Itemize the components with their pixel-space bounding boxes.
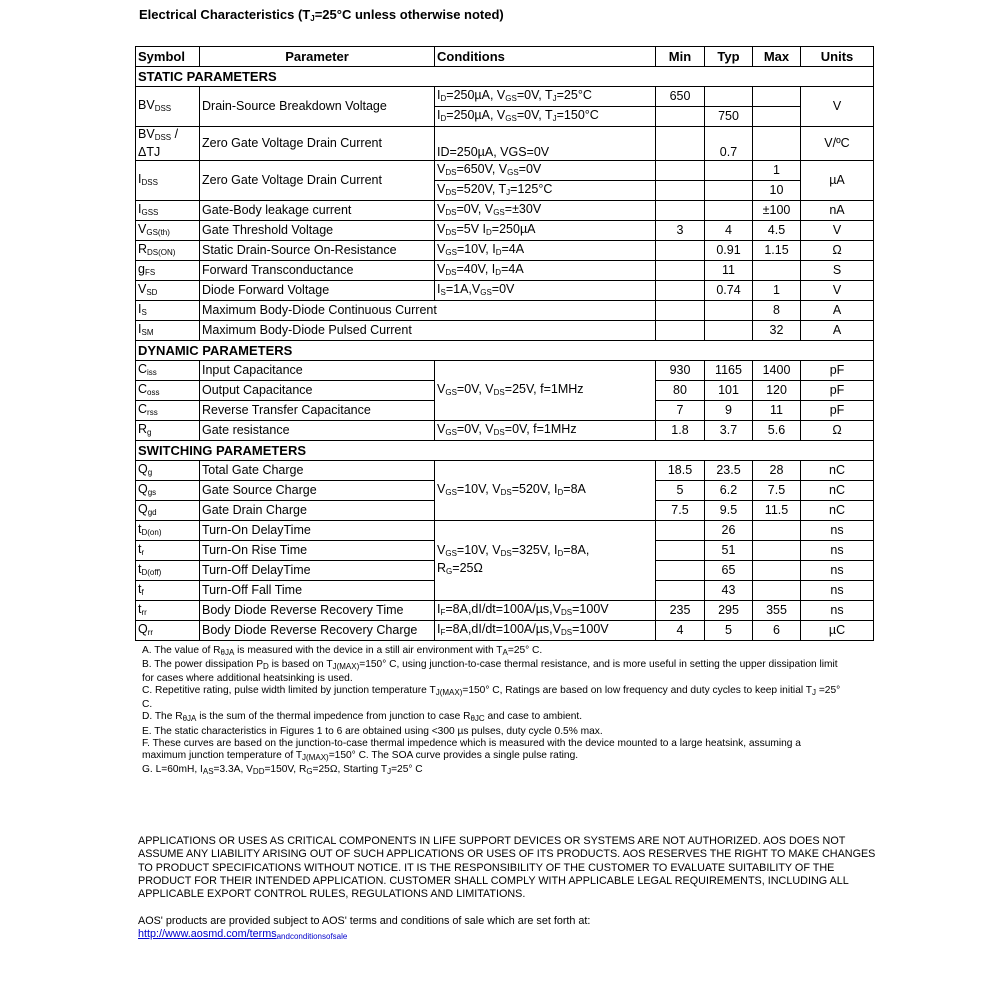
symbol-cell: $Q_{rr}$	[136, 621, 200, 641]
header-parameter: Parameter	[200, 47, 435, 67]
max-cell: 11	[753, 401, 801, 421]
max-cell: 1.15	[753, 241, 801, 261]
condition-cell: $V_{DS}=5V$ $I_D=250\mu A$	[435, 221, 656, 241]
condition-line: $V_{GS}=10V$, $V_{DS}=325V$, $I_D=8A$,	[437, 542, 590, 558]
condition-cell: $V_{DS}=650V$, $V_{GS}=0V$	[435, 161, 656, 181]
footnotes	[142, 645, 842, 778]
max-cell: 8	[753, 301, 801, 321]
parameter-cell: Body Diode Reverse Recovery Time	[200, 601, 435, 621]
parameter-cell: Output Capacitance	[200, 381, 435, 401]
parameter-cell: Static Drain-Source On-Resistance	[200, 241, 435, 261]
typ-cell: 750	[705, 107, 753, 127]
units-cell: Ω	[801, 421, 874, 441]
typ-cell: 65	[705, 561, 753, 581]
typ-cell: 0.7	[705, 127, 753, 161]
units-cell: V	[801, 281, 874, 301]
units-cell: µC	[801, 621, 874, 641]
parameter-cell: Gate Drain Charge	[200, 501, 435, 521]
condition-cell: $V_{GS}=10V$, $I_D=4A$	[435, 241, 656, 261]
units-cell: A	[801, 301, 874, 321]
condition-cell: $I_D=250\mu A$, $V_{GS}=0V$, $T_J=25^\circ C$	[435, 87, 656, 107]
table-row	[136, 601, 874, 621]
symbol-cell: $BV_{DSS}$ /ΔTJ	[136, 127, 200, 161]
parameter-cell: Turn-On DelayTime	[200, 521, 435, 541]
table-row	[136, 161, 874, 181]
max-cell: 32	[753, 321, 801, 341]
condition-cell: ID=250µA, VGS=0V	[435, 127, 656, 161]
header-min: Min	[656, 47, 705, 67]
min-cell: 7	[656, 401, 705, 421]
symbol-cell: $R_{DS(ON)}$	[136, 241, 200, 261]
note-b: B. The power dissipation $P_D$ is based on $T_{J(MAX)}=150^\circ$ C, using junction-to-case thermal resistance, and is more useful in setting the upper dissipation limit for cases where additional heatsinking is used.	[142, 659, 838, 685]
condition-cell: $V_{GS}=0V$, $V_{DS}=0V$, f=1MHz	[435, 421, 656, 441]
typ-cell: 6.2	[705, 481, 753, 501]
header-typ: Typ	[705, 47, 753, 67]
condition-cell: $I_S=1A,V_{GS}=0V$	[435, 281, 656, 301]
table-row	[136, 281, 874, 301]
table-row	[136, 201, 874, 221]
parameter-cell: Diode Forward Voltage	[200, 281, 435, 301]
section-switching: SWITCHING PARAMETERS	[136, 441, 874, 461]
typ-cell: 26	[705, 521, 753, 541]
units-cell: nC	[801, 481, 874, 501]
max-cell: 355	[753, 601, 801, 621]
typ-cell: 43	[705, 581, 753, 601]
typ-cell: 0.74	[705, 281, 753, 301]
units-cell: ns	[801, 601, 874, 621]
section-dynamic: DYNAMIC PARAMETERS	[136, 341, 874, 361]
table-row	[136, 87, 874, 107]
table-row	[136, 361, 874, 381]
symbol-cell: $R_g$	[136, 421, 200, 441]
symbol-cell: $I_{SM}$	[136, 321, 200, 341]
electrical-characteristics-table	[135, 46, 874, 641]
max-cell: 11.5	[753, 501, 801, 521]
units-cell: pF	[801, 401, 874, 421]
header-units: Units	[801, 47, 874, 67]
header-max: Max	[753, 47, 801, 67]
parameter-cell: Input Capacitance	[200, 361, 435, 381]
parameter-cell: Reverse Transfer Capacitance	[200, 401, 435, 421]
condition-cell: $I_F=8A,dI/dt=100A/\mu s,V_{DS}=100V$	[435, 601, 656, 621]
parameter-cell: Maximum Body-Diode Pulsed Current	[200, 321, 656, 341]
table-row	[136, 621, 874, 641]
condition-cell: $V_{DS}=520V$, $T_J=125^\circ C$	[435, 181, 656, 201]
units-cell: nC	[801, 501, 874, 521]
parameter-cell: Turn-Off DelayTime	[200, 561, 435, 581]
typ-cell: 23.5	[705, 461, 753, 481]
symbol-cell: $t_{rr}$	[136, 601, 200, 621]
table-row	[136, 521, 874, 541]
typ-cell: 1165	[705, 361, 753, 381]
note-c: C. Repetitive rating, pulse width limited by junction temperature $T_{J(MAX)}=150^\circ$ C, Ratings are based on low frequency and duty cycles to keep initial $T_J =25^\circ$ C.	[142, 685, 841, 711]
typ-cell: 51	[705, 541, 753, 561]
header-symbol: Symbol	[136, 47, 200, 67]
symbol-cell: $BV_{DSS}$	[136, 87, 200, 127]
table-header-row	[136, 47, 874, 67]
min-cell: 4	[656, 621, 705, 641]
condition-cell: $V_{GS}=10V$, $V_{DS}=520V$, $I_D=8A$	[435, 461, 656, 521]
parameter-cell: Total Gate Charge	[200, 461, 435, 481]
table-row	[136, 241, 874, 261]
table-row	[136, 261, 874, 281]
units-cell: pF	[801, 381, 874, 401]
max-cell: 120	[753, 381, 801, 401]
parameter-cell: Zero Gate Voltage Drain Current	[200, 127, 435, 161]
max-cell: 10	[753, 181, 801, 201]
header-conditions: Conditions	[435, 47, 656, 67]
max-cell: 1	[753, 281, 801, 301]
min-cell: 18.5	[656, 461, 705, 481]
condition-cell: $I_F=8A,dI/dt=100A/\mu s,V_{DS}=100V$	[435, 621, 656, 641]
units-cell: V/ºC	[801, 127, 874, 161]
symbol-cell: $C_{oss}$	[136, 381, 200, 401]
typ-cell: 3.7	[705, 421, 753, 441]
max-cell: 7.5	[753, 481, 801, 501]
table-row	[136, 321, 874, 341]
max-cell: 6	[753, 621, 801, 641]
condition-cell: $V_{DS}=0V$, $V_{GS}=\pm 30V$	[435, 201, 656, 221]
note-g: G. L=60mH, $I_{AS}=3.3A$, $V_{DD}=150V$, $R_G=25\Omega$, Starting $T_J=25^\circ$ C	[142, 763, 423, 776]
typ-cell: 11	[705, 261, 753, 281]
max-cell: 4.5	[753, 221, 801, 241]
symbol-cell: $Q_{gs}$	[136, 481, 200, 501]
min-cell: 650	[656, 87, 705, 107]
parameter-cell: Turn-Off Fall Time	[200, 581, 435, 601]
symbol-cell: $t_{D(off)}$	[136, 561, 200, 581]
parameter-cell: Zero Gate Voltage Drain Current	[200, 161, 435, 201]
max-cell: 28	[753, 461, 801, 481]
terms-text: AOS' products are provided subject to AOS' terms and conditions of sale which are set forth at:	[138, 915, 591, 927]
table-row	[136, 127, 874, 161]
symbol-cell: $C_{iss}$	[136, 361, 200, 381]
symbol-cell: $V_{SD}$	[136, 281, 200, 301]
max-cell: 1	[753, 161, 801, 181]
parameter-cell: Forward Transconductance	[200, 261, 435, 281]
symbol-cell: $Q_{gd}$	[136, 501, 200, 521]
units-cell: Ω	[801, 241, 874, 261]
condition-cell	[435, 521, 656, 601]
symbol-cell: $C_{rss}$	[136, 401, 200, 421]
table-row	[136, 461, 874, 481]
units-cell: V	[801, 87, 874, 127]
min-cell: 1.8	[656, 421, 705, 441]
condition-line: $R_G=25\Omega$	[437, 560, 483, 576]
symbol-cell: $I_{DSS}$	[136, 161, 200, 201]
symbol-cell: $t_{D(on)}$	[136, 521, 200, 541]
parameter-cell: Body Diode Reverse Recovery Charge	[200, 621, 435, 641]
min-cell: 7.5	[656, 501, 705, 521]
typ-cell: 295	[705, 601, 753, 621]
terms-block	[138, 915, 590, 944]
note-f: F. These curves are based on the junction-to-case thermal impedence which is measured with the device mounted to a large heatsink, assuming a maximum junction temperature of $T_{J(MAX)}=150^\circ$ C. The SOA curve provides a single pulse rating.	[142, 737, 801, 762]
typ-cell: 9.5	[705, 501, 753, 521]
symbol-cell: $I_S$	[136, 301, 200, 321]
max-cell: ±100	[753, 201, 801, 221]
units-cell: S	[801, 261, 874, 281]
table-row	[136, 421, 874, 441]
legal-disclaimer: APPLICATIONS OR USES AS CRITICAL COMPONENTS IN LIFE SUPPORT DEVICES OR SYSTEMS ARE NOT AUTHORIZED. AOS DOES NOT ASSUME ANY LIABILITY ARISING OUT OF SUCH APPLICATIONS OR USES OF ITS PRODUCTS. AOS RESERVES THE RIGHT TO MAKE CHANGES TO PRODUCT SPECIFICATIONS WITHOUT NOTICE. IT IS THE RESPONSIBILITY OF THE CUSTOMER TO EVALUATE SUITABILITY OF THE PRODUCT FOR THEIR INTENDED APPLICATION. CUSTOMER SHALL COMPLY WITH APPLICABLE LEGAL REQUIREMENTS, INCLUDING ALL APPLICABLE EXPORT CONTROL RULES, REGULATIONS AND LIMITATIONS.	[138, 835, 876, 901]
parameter-cell: Gate-Body leakage current	[200, 201, 435, 221]
typ-cell: 9	[705, 401, 753, 421]
typ-cell: 4	[705, 221, 753, 241]
parameter-cell: Maximum Body-Diode Continuous Current	[200, 301, 656, 321]
page-title: Electrical Characteristics ($T_J=25^\circ C$ unless otherwise noted)	[139, 7, 504, 23]
typ-cell: 0.91	[705, 241, 753, 261]
units-cell: nA	[801, 201, 874, 221]
units-cell: ns	[801, 541, 874, 561]
min-cell: 5	[656, 481, 705, 501]
symbol-cell: $g_{FS}$	[136, 261, 200, 281]
table-row	[136, 301, 874, 321]
max-cell: 5.6	[753, 421, 801, 441]
symbol-cell: $V_{GS(th)}$	[136, 221, 200, 241]
symbol-cell: $Q_g$	[136, 461, 200, 481]
note-d: D. The $R_{\theta JA}$ is the sum of the thermal impedence from junction to case $R_{\theta JC}$ and case to ambient.	[142, 711, 583, 724]
symbol-cell: $t_r$	[136, 541, 200, 561]
min-cell: 235	[656, 601, 705, 621]
table-row	[136, 221, 874, 241]
parameter-cell: Gate Source Charge	[200, 481, 435, 501]
condition-cell: $I_D=250\mu A$, $V_{GS}=0V$, $T_J=150^\circ C$	[435, 107, 656, 127]
terms-link[interactable]: http://www.aosmd.com/terms$_{andconditionsofsale}$	[138, 928, 348, 942]
units-cell: nC	[801, 461, 874, 481]
min-cell: 930	[656, 361, 705, 381]
units-cell: V	[801, 221, 874, 241]
min-cell: 3	[656, 221, 705, 241]
parameter-cell: Gate resistance	[200, 421, 435, 441]
units-cell: ns	[801, 521, 874, 541]
units-cell: µA	[801, 161, 874, 201]
parameter-cell: Drain-Source Breakdown Voltage	[200, 87, 435, 127]
symbol-cell: $I_{GSS}$	[136, 201, 200, 221]
condition-cell: $V_{GS}=0V$, $V_{DS}=25V$, f=1MHz	[435, 361, 656, 421]
section-static: STATIC PARAMETERS	[136, 67, 874, 87]
max-cell: 1400	[753, 361, 801, 381]
typ-cell: 5	[705, 621, 753, 641]
units-cell: A	[801, 321, 874, 341]
parameter-cell: Turn-On Rise Time	[200, 541, 435, 561]
typ-cell: 101	[705, 381, 753, 401]
units-cell: ns	[801, 581, 874, 601]
condition-cell: $V_{DS}=40V$, $I_D=4A$	[435, 261, 656, 281]
min-cell: 80	[656, 381, 705, 401]
units-cell: ns	[801, 561, 874, 581]
note-e: E. The static characteristics in Figures 1 to 6 are obtained using <300 µs pulses, duty cycle 0.5% max.	[142, 725, 603, 737]
parameter-cell: Gate Threshold Voltage	[200, 221, 435, 241]
symbol-cell: $t_f$	[136, 581, 200, 601]
units-cell: pF	[801, 361, 874, 381]
note-a: A. The value of $R_{\theta JA}$ is measured with the device in a still air environment with $T_A=25^\circ$ C.	[142, 645, 543, 657]
